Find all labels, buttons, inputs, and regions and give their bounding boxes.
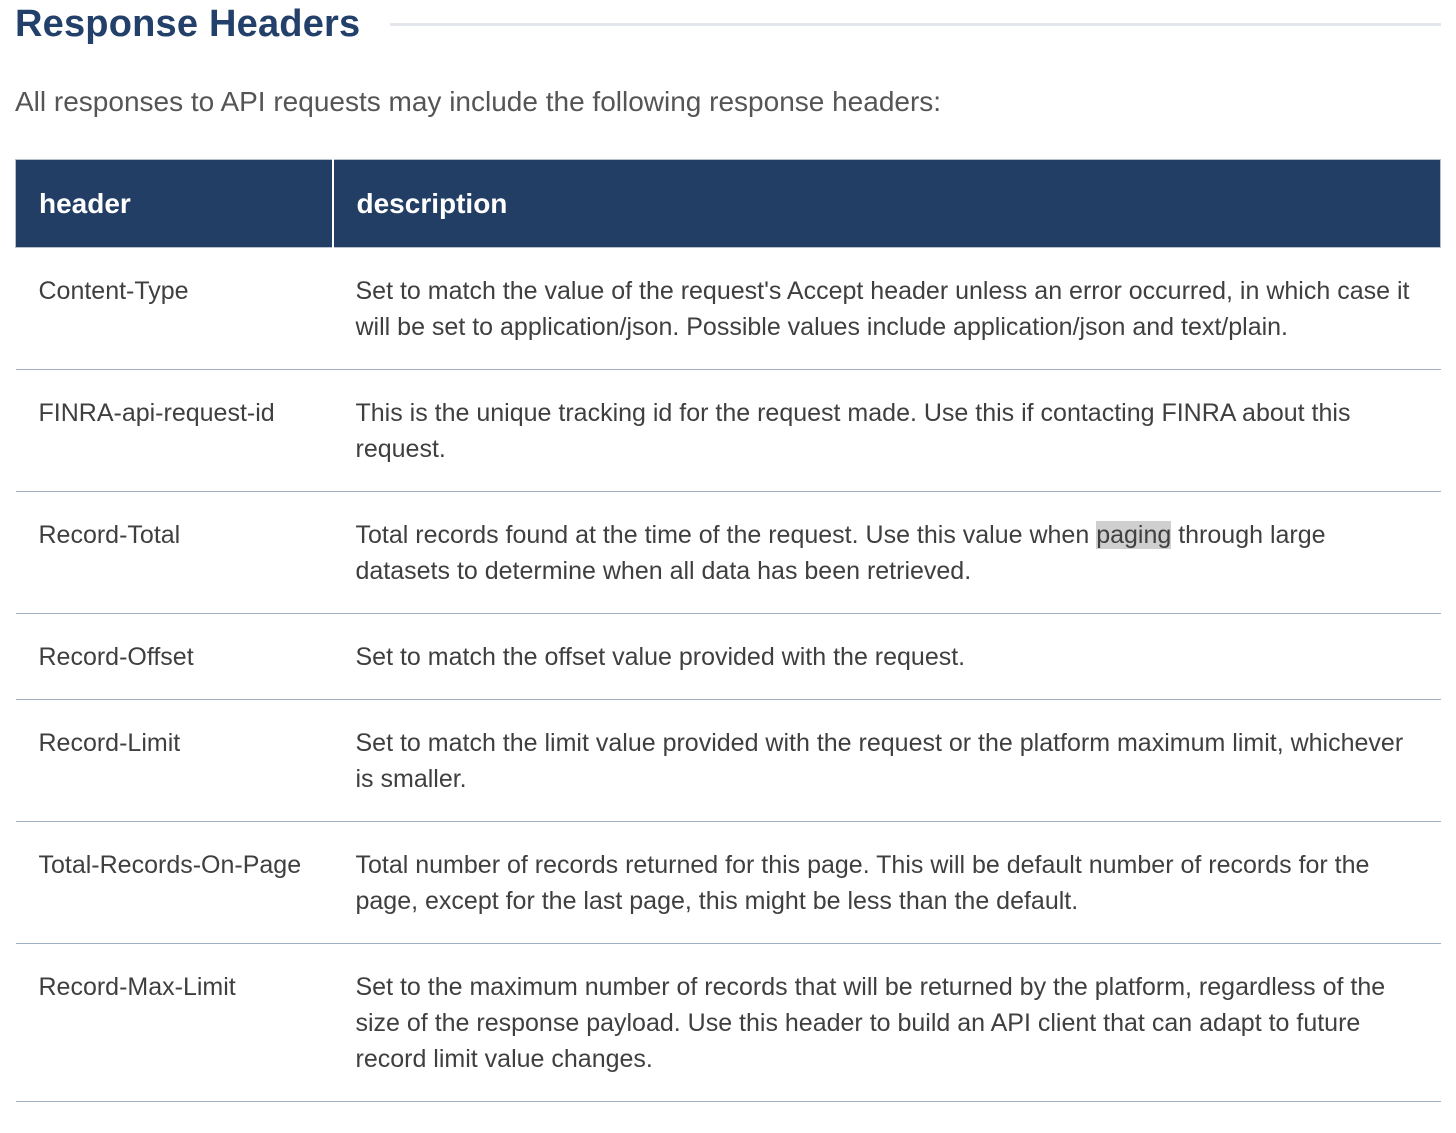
table-row <box>16 248 1441 370</box>
description-cell: Set to match the offset value provided with the request. <box>333 614 1441 700</box>
page-title: Response Headers <box>15 2 361 45</box>
description-text: through large datasets to determine when all data has been retrieved. <box>355 521 1326 585</box>
response-headers-table <box>15 159 1441 1102</box>
header-name-cell: Total-Records-On-Page <box>16 822 333 944</box>
description-cell: Set to match the value of the request's Accept header unless an error occurred, in which case it will be set to application/json. Possible values include application/json and text/plain. <box>333 248 1441 370</box>
header-name-cell: Content-Type <box>16 248 333 370</box>
header-name-cell: Record-Total <box>16 492 333 614</box>
highlighted-word: paging <box>1096 521 1172 549</box>
column-header-header: header <box>16 160 333 248</box>
description-cell: Set to match the limit value provided with the request or the platform maximum limit, whichever is smaller. <box>333 700 1441 822</box>
description-text: Total records found at the time of the request. Use this value when <box>355 521 1097 549</box>
title-divider <box>390 23 1441 26</box>
intro-text: All responses to API requests may include the following response headers: <box>15 86 942 117</box>
section-title-row <box>15 0 1441 50</box>
table-header-row <box>16 160 1441 248</box>
header-name-cell: Record-Max-Limit <box>16 944 333 1102</box>
description-cell: Set to the maximum number of records that will be returned by the platform, regardless of the size of the response payload. Use this header to build an API client that can adapt to future record limit value changes. <box>333 944 1441 1102</box>
column-header-description: description <box>333 160 1441 248</box>
table-row <box>16 944 1441 1102</box>
header-name-cell: Record-Offset <box>16 614 333 700</box>
table-row <box>16 700 1441 822</box>
description-cell: This is the unique tracking id for the request made. Use this if contacting FINRA about this request. <box>333 370 1441 492</box>
table-row <box>16 614 1441 700</box>
description-cell <box>333 492 1441 614</box>
table-row <box>16 822 1441 944</box>
header-name-cell: FINRA-api-request-id <box>16 370 333 492</box>
table-row <box>16 492 1441 614</box>
description-cell: Total number of records returned for this page. This will be default number of records for the page, except for the last page, this might be less than the default. <box>333 822 1441 944</box>
table-row <box>16 370 1441 492</box>
header-name-cell: Record-Limit <box>16 700 333 822</box>
